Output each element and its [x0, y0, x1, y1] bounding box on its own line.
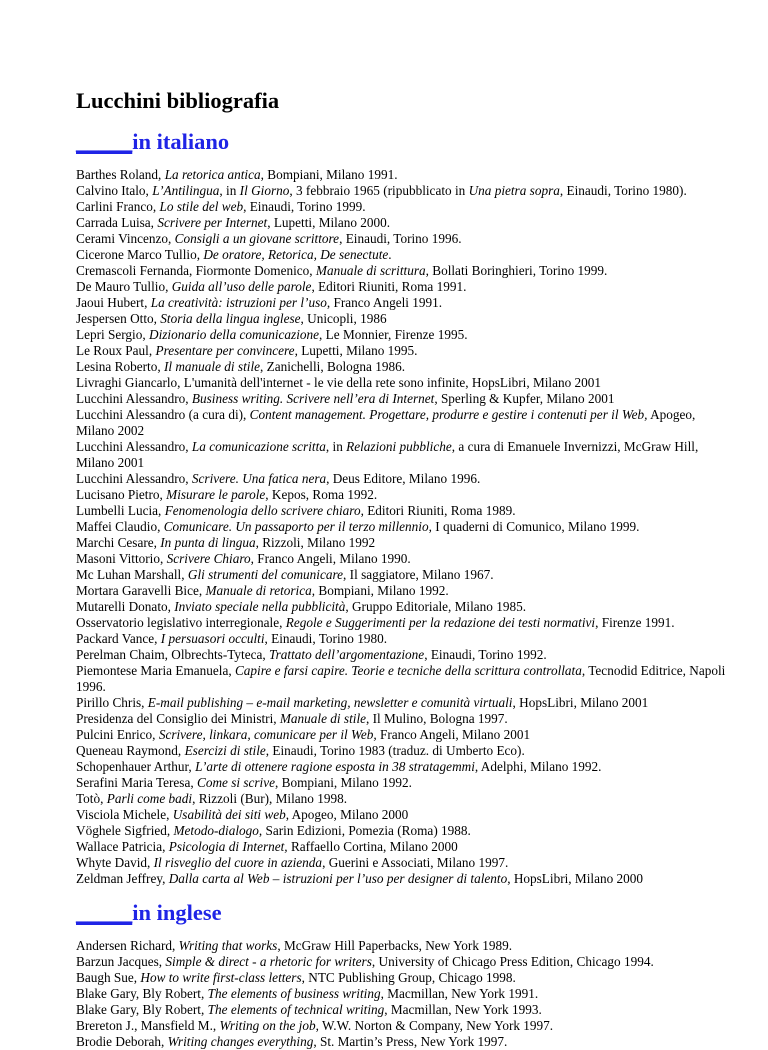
reference-entry: [76, 231, 736, 247]
reference-title: Esercizi di stile: [184, 743, 266, 758]
reference-text: Blake Gary, Bly Robert,: [76, 1002, 208, 1017]
reference-title: Usabilità dei siti web: [172, 807, 286, 822]
reference-title: Parli come badi: [106, 791, 193, 806]
reference-entry: [76, 407, 736, 439]
reference-entry: [76, 871, 736, 887]
reference-title: Scrivere Chiaro: [166, 551, 251, 566]
reference-text: , Sperling & Kupfer, Milano 2001: [434, 391, 615, 406]
reference-title: Dalla carta al Web – istruzioni per l’uso per designer di talento: [168, 871, 508, 886]
reference-title: Misurare le parole: [166, 487, 266, 502]
reference-entry: [76, 391, 736, 407]
reference-entry: [76, 775, 736, 791]
reference-text: , Einaudi, Torino 1996.: [339, 231, 462, 246]
reference-text: , HopsLibri, Milano 2001: [512, 695, 649, 710]
reference-title: Content management. Progettare, produrre e gestire i contenuti per il Web,: [249, 407, 648, 422]
reference-entry: [76, 839, 736, 855]
reference-text: , Macmillan, New York 1993.: [384, 1002, 542, 1017]
reference-entry: [76, 938, 736, 954]
reference-text: , Sarin Edizioni, Pomezia (Roma) 1988.: [258, 823, 471, 838]
reference-text: , a cura di Emanuele Invernizzi, McGraw Hill, Milano 2001: [76, 439, 699, 470]
reference-text: Serafini Maria Teresa,: [76, 775, 197, 790]
reference-title: La retorica antica: [164, 167, 261, 182]
reference-text: , Adelphi, Milano 1992.: [474, 759, 602, 774]
reference-text: Lucchini Alessandro,: [76, 471, 192, 486]
reference-entry: [76, 663, 736, 695]
reference-text: , Rizzoli, Milano 1992: [255, 535, 376, 550]
reference-entry: [76, 343, 736, 359]
reference-title: Inviato speciale nella pubblicità: [174, 599, 346, 614]
reference-text: Livraghi Giancarlo, L'umanità dell'internet - le vie della rete sono infinite, HopsLibri, Milano 2001: [76, 375, 602, 390]
reference-title: Scrivere per Internet: [157, 215, 268, 230]
reference-text: Pulcini Enrico,: [76, 727, 159, 742]
reference-text: , Bompiani, Milano 1992.: [275, 775, 412, 790]
reference-entry: [76, 711, 736, 727]
reference-entry: [76, 631, 736, 647]
reference-text: , Lupetti, Milano 1995.: [294, 343, 418, 358]
reference-text: , Einaudi, Torino 1992.: [424, 647, 547, 662]
reference-list-italiano: [76, 167, 736, 887]
reference-text: , St. Martin’s Press, New York 1997.: [313, 1034, 508, 1049]
reference-entry: [76, 439, 736, 471]
reference-text: , Einaudi, Torino 1999.: [243, 199, 366, 214]
reference-title: Scrivere. Una fatica nera: [191, 471, 327, 486]
reference-text: Whyte David,: [76, 855, 154, 870]
reference-text: , 3 febbraio 1965 (ripubblicato in: [289, 183, 469, 198]
section-prefix: _____: [76, 900, 133, 925]
reference-title: Manuale di stile: [279, 711, 367, 726]
reference-text: Carrada Luisa,: [76, 215, 158, 230]
reference-entry: [76, 986, 736, 1002]
reference-title: Lo stile del web: [159, 199, 244, 214]
reference-entry: [76, 1018, 736, 1034]
reference-text: Pirillo Chris,: [76, 695, 148, 710]
reference-text: Presidenza del Consiglio dei Ministri,: [76, 711, 280, 726]
reference-entry: [76, 183, 736, 199]
reference-title: Gli strumenti del comunicare: [187, 567, 344, 582]
reference-entry: [76, 471, 736, 487]
reference-text: .: [388, 247, 392, 262]
reference-entry: [76, 599, 736, 615]
reference-entry: [76, 327, 736, 343]
reference-text: Queneau Raymond,: [76, 743, 185, 758]
reference-text: , Bollati Boringhieri, Torino 1999.: [425, 263, 608, 278]
reference-title: Regole e Suggerimenti per la redazione dei testi normativi: [285, 615, 596, 630]
reference-text: Cicerone Marco Tullio,: [76, 247, 204, 262]
reference-text: , Franco Angeli 1991.: [326, 295, 443, 310]
reference-entry: [76, 823, 736, 839]
reference-text: , W.W. Norton & Company, New York 1997.: [315, 1018, 554, 1033]
reference-title: Presentare per convincere: [155, 343, 295, 358]
reference-entry: [76, 583, 736, 599]
reference-text: , Bompiani, Milano 1992.: [311, 583, 449, 598]
reference-text: , Guerini e Associati, Milano 1997.: [322, 855, 509, 870]
reference-entry: [76, 727, 736, 743]
reference-text: , Macmillan, New York 1991.: [380, 986, 539, 1001]
reference-text: , Apogeo, Milano 2000: [285, 807, 409, 822]
reference-title: Simple & direct - a rhetoric for writers: [165, 954, 372, 969]
reference-text: , Editori Riuniti, Roma 1989.: [360, 503, 516, 518]
reference-text: , Rizzoli (Bur), Milano 1998.: [192, 791, 348, 806]
reference-text: Mc Luhan Marshall,: [76, 567, 188, 582]
reference-text: Raffaello Cortina, Milano 2000: [287, 839, 458, 854]
reference-title: Dizionario della comunicazione: [149, 327, 320, 342]
reference-title: Writing on the job: [219, 1018, 316, 1033]
reference-entry: [76, 503, 736, 519]
reference-title: Writing that works: [178, 938, 278, 953]
reference-text: De Mauro Tullio,: [76, 279, 172, 294]
reference-entry: [76, 807, 736, 823]
reference-title: Fenomenologia dello scrivere chiaro: [164, 503, 361, 518]
reference-text: Lucchini Alessandro,: [76, 391, 192, 406]
reference-title: In punta di lingua: [160, 535, 256, 550]
reference-entry: [76, 567, 736, 583]
reference-text: Mutarelli Donato,: [76, 599, 175, 614]
reference-entry: [76, 954, 736, 970]
reference-text: Brereton J., Mansfield M.,: [76, 1018, 220, 1033]
reference-text: Barzun Jacques,: [76, 954, 166, 969]
reference-text: Wallace Patricia,: [76, 839, 169, 854]
reference-title: Guida all’uso delle parole: [171, 279, 312, 294]
reference-text: Cerami Vincenzo,: [76, 231, 175, 246]
reference-title: La creatività: istruzioni per l’uso: [150, 295, 327, 310]
reference-text: , Deus Editore, Milano 1996.: [326, 471, 481, 486]
reference-title: Il risveglio del cuore in azienda: [153, 855, 323, 870]
reference-entry: [76, 295, 736, 311]
reference-entry: [76, 487, 736, 503]
reference-text: Mortara Garavelli Bice,: [76, 583, 206, 598]
reference-text: Calvino Italo,: [76, 183, 153, 198]
reference-text: Lucchini Alessandro,: [76, 439, 192, 454]
reference-title: Trattato dell’argomentazione: [268, 647, 425, 662]
reference-title: Come si scrive: [196, 775, 275, 790]
reference-text: Cremascoli Fernanda, Fiormonte Domenico,: [76, 263, 316, 278]
reference-text: , University of Chicago Press Edition, Chicago 1994.: [371, 954, 654, 969]
reference-entry: [76, 519, 736, 535]
reference-text: , I quaderni di Comunico, Milano 1999.: [428, 519, 640, 534]
reference-title: Writing changes everything: [167, 1034, 314, 1049]
reference-text: Schopenhauer Arthur,: [76, 759, 196, 774]
reference-title: Business writing. Scrivere nell’era di Internet: [191, 391, 435, 406]
section-heading-italiano: [76, 127, 736, 157]
reference-title: Manuale di retorica: [205, 583, 312, 598]
reference-text: , Kepos, Roma 1992.: [265, 487, 378, 502]
reference-text: Blake Gary, Bly Robert,: [76, 986, 208, 1001]
reference-text: , Il Mulino, Bologna 1997.: [366, 711, 508, 726]
reference-title: Metodo-dialogo: [173, 823, 259, 838]
reference-text: Carlini Franco,: [76, 199, 160, 214]
reference-title: Una pietra sopra: [468, 183, 560, 198]
reference-text: Jaoui Hubert,: [76, 295, 151, 310]
reference-text: Lucisano Pietro,: [76, 487, 167, 502]
reference-text: Zeldman Jeffrey,: [76, 871, 169, 886]
reference-text: , in: [325, 439, 347, 454]
reference-text: Packard Vance,: [76, 631, 161, 646]
reference-text: Piemontese Maria Emanuela,: [76, 663, 235, 678]
reference-text: Lucchini Alessandro (a cura di),: [76, 407, 250, 422]
reference-text: Lumbelli Lucia,: [76, 503, 165, 518]
reference-title: The elements of business writing: [207, 986, 381, 1001]
reference-text: Masoni Vittorio,: [76, 551, 167, 566]
reference-entry: [76, 551, 736, 567]
reference-title: E-mail publishing – e-mail marketing, newsletter e comunità virtuali: [147, 695, 513, 710]
reference-title: Psicologia di Internet,: [168, 839, 288, 854]
reference-entry: [76, 215, 736, 231]
reference-text: Perelman Chaim, Olbrechts-Tyteca,: [76, 647, 269, 662]
reference-entry: [76, 167, 736, 183]
reference-text: , HopsLibri, Milano 2000: [507, 871, 644, 886]
reference-text: Apogeo, Milano 2002: [76, 407, 696, 438]
reference-text: , in: [219, 183, 240, 198]
section-title: in inglese: [132, 900, 222, 925]
reference-text: , Gruppo Editoriale, Milano 1985.: [345, 599, 527, 614]
reference-title: Comunicare. Un passaporto per il terzo millennio: [163, 519, 429, 534]
reference-text: Maffei Claudio,: [76, 519, 164, 534]
reference-title: I persuasori occulti: [160, 631, 265, 646]
reference-title: How to write first-class letters: [140, 970, 302, 985]
reference-entry: [76, 970, 736, 986]
reference-entry: [76, 743, 736, 759]
reference-text: Brodie Deborah,: [76, 1034, 168, 1049]
reference-entry: [76, 263, 736, 279]
reference-title: The elements of technical writing: [207, 1002, 385, 1017]
reference-text: Jespersen Otto,: [76, 311, 161, 326]
reference-entry: [76, 359, 736, 375]
reference-text: Barthes Roland,: [76, 167, 165, 182]
reference-title: Capire e farsi capire. Teorie e tecniche della scrittura controllata: [234, 663, 582, 678]
reference-entry: [76, 535, 736, 551]
reference-text: , Firenze 1991.: [595, 615, 675, 630]
reference-title: Il manuale di stile: [163, 359, 261, 374]
reference-title: L’Antilingua: [152, 183, 220, 198]
reference-title: L’arte di ottenere ragione esposta in 38 stratagemmi: [195, 759, 475, 774]
reference-text: , Bompiani, Milano 1991.: [260, 167, 398, 182]
reference-entry: [76, 855, 736, 871]
reference-title: Manuale di scrittura: [315, 263, 426, 278]
reference-title: De oratore, Retorica, De senectute: [203, 247, 389, 262]
reference-text: , Franco Angeli, Milano 1990.: [250, 551, 411, 566]
reference-title: Consigli a un giovane scrittore: [174, 231, 340, 246]
reference-entry: [76, 647, 736, 663]
reference-text: , Zanichelli, Bologna 1986.: [260, 359, 406, 374]
reference-text: , McGraw Hill Paperbacks, New York 1989.: [277, 938, 513, 953]
reference-text: , Einaudi, Torino 1980.: [264, 631, 388, 646]
reference-entry: [76, 279, 736, 295]
document-page: [76, 86, 736, 1050]
reference-entry: [76, 1002, 736, 1018]
reference-text: Franco Angeli, Milano 2001: [376, 727, 531, 742]
reference-title: Il Giorno: [239, 183, 290, 198]
section-prefix: _____: [76, 129, 133, 154]
reference-text: Vöghele Sigfried,: [76, 823, 174, 838]
reference-entry: [76, 759, 736, 775]
section-heading-inglese: [76, 898, 736, 928]
reference-title: Storia della lingua inglese: [160, 311, 301, 326]
reference-entry: [76, 247, 736, 263]
reference-text: , Einaudi, Torino 1980).: [559, 183, 687, 198]
section-title: in italiano: [132, 129, 230, 154]
reference-text: Totò,: [76, 791, 107, 806]
reference-title: Relazioni pubbliche: [346, 439, 452, 454]
reference-title: La comunicazione scritta: [191, 439, 326, 454]
reference-text: Lepri Sergio,: [76, 327, 149, 342]
reference-text: , Lupetti, Milano 2000.: [267, 215, 391, 230]
reference-entry: [76, 695, 736, 711]
reference-text: , Einaudi, Torino 1983 (traduz. di Umberto Eco).: [265, 743, 525, 758]
reference-text: Visciola Michele,: [76, 807, 173, 822]
reference-entry: [76, 375, 736, 391]
reference-text: Marchi Cesare,: [76, 535, 161, 550]
reference-text: Lesina Roberto,: [76, 359, 164, 374]
reference-entry: [76, 1034, 736, 1050]
reference-entry: [76, 791, 736, 807]
reference-text: , Le Monnier, Firenze 1995.: [319, 327, 468, 342]
reference-text: , Tecnodid Editrice, Napoli 1996.: [76, 663, 726, 694]
reference-title: Scrivere, linkara, comunicare per il Web,: [158, 727, 377, 742]
reference-text: Le Roux Paul,: [76, 343, 156, 358]
page-title: Lucchini bibliografia: [76, 88, 280, 113]
reference-text: Andersen Richard,: [76, 938, 179, 953]
reference-text: , Editori Riuniti, Roma 1991.: [311, 279, 467, 294]
reference-list-inglese: [76, 938, 736, 1050]
reference-text: , Il saggiatore, Milano 1967.: [343, 567, 494, 582]
reference-entry: [76, 311, 736, 327]
reference-entry: [76, 199, 736, 215]
reference-text: Osservatorio legislativo interregionale,: [76, 615, 286, 630]
reference-text: , Unicopli, 1986: [300, 311, 387, 326]
reference-text: , NTC Publishing Group, Chicago 1998.: [301, 970, 516, 985]
reference-text: Baugh Sue,: [76, 970, 141, 985]
reference-entry: [76, 615, 736, 631]
